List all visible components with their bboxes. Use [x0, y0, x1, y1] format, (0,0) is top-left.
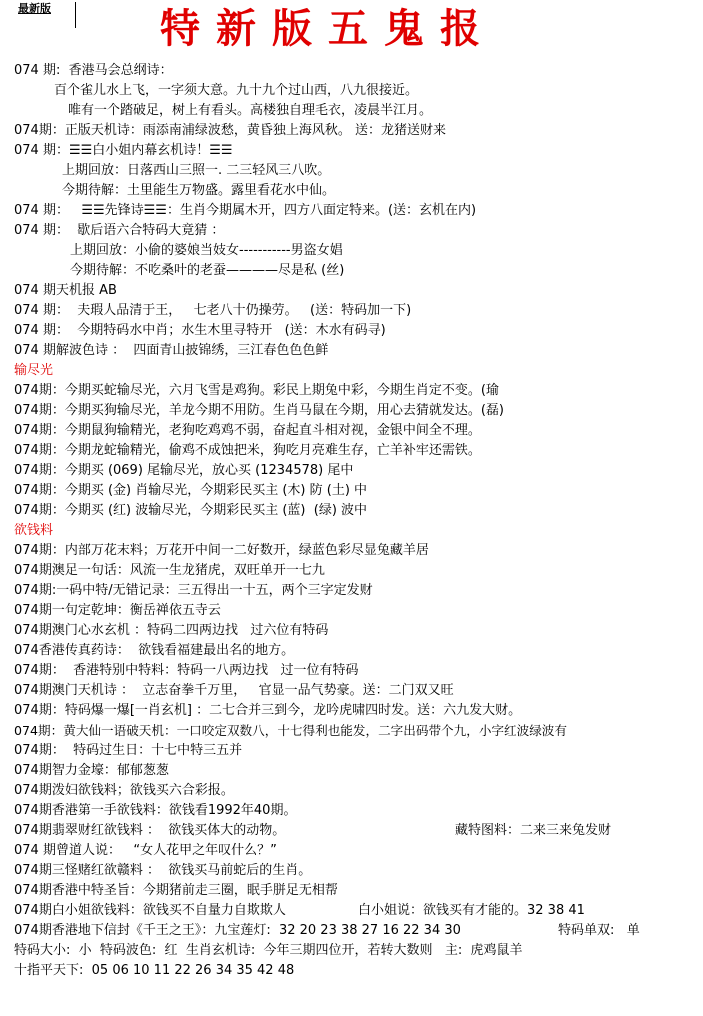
text-line: 上期回放：小偷的婆娘当妓女-----------男盗女娼: [70, 243, 343, 258]
text-line: 074 期： 今期特码水中肖；水生木里寻特开 (送：木水有码寻): [14, 323, 386, 338]
text-line: 074期：正版天机诗：雨添南浦绿波愁，黄昏独上海风秋。 送：龙猪送财来: [14, 123, 446, 138]
danshuang-text: 特码单双: 单: [558, 923, 640, 938]
text-line: 074期香港地下信封《千王之王》：九宝莲灯: 32 20 23 38 27 16 22 34 30: [14, 923, 461, 938]
text-line: 百个雀儿水上飞，一字须大意。九十九个过山西，八九很接近。: [54, 83, 419, 98]
text-line: 074期一句定乾坤：衡岳禅依五寺云: [14, 603, 221, 618]
section-heading: 欲钱料: [14, 523, 54, 538]
text-line: 074期：今期鼠狗输精光，老狗吃鸡鸡不弱，奋起直斗相对视，金银中间全不理。: [14, 423, 481, 438]
text-line: 今期待解：不吃桑叶的老蚕————尽是私 (丝): [70, 263, 345, 278]
text-line: 074期澳门心水玄机 ：特码二四两边找 过六位有特码: [14, 623, 329, 638]
text-line: 074 期曾道人说： “女人花甲之年叹什么？”: [14, 843, 277, 858]
baixiaojie-text: 白小姐说：欲钱买有才能的。32 38 41: [358, 903, 585, 918]
text-line: 074期：特码爆一爆[一肖玄机] ：二七合并三到今，龙吟虎啸四时发。送：六九发大财。: [14, 703, 522, 718]
text-line: 074期：内部万花末料；万花开中间一二好数开，绿蓝色彩尽显兔藏羊居: [14, 543, 429, 558]
text-line: 074香港传真药诗： 欲钱看福建最出名的地方。: [14, 643, 295, 658]
text-line: 074 期：☰☰白小姐内幕玄机诗！☰☰: [14, 143, 233, 158]
text-line: 上期回放：日落西山三照一. 二三轻风三八吹。: [62, 163, 331, 178]
text-line: 十指平天下: 05 06 10 11 22 26 34 35 42 48: [14, 963, 295, 978]
edition-badge: 最新版: [4, 2, 76, 28]
text-line: 074 期天机报 AB: [14, 283, 117, 298]
text-line: 074期：今期买 (红) 波输尽光，今期彩民买主 (蓝) (绿) 波中: [14, 503, 368, 518]
section-heading: 输尽光: [14, 363, 54, 378]
text-line: 074期： 特码过生日：十七中特三五并: [14, 743, 243, 758]
text-line: 074期三怪赌红欲赣料 ： 欲钱买马前蛇后的生肖。: [14, 863, 312, 878]
text-line: 074 期： 歇后语六合特码大竟猜 ：: [14, 223, 225, 238]
text-line: 074 期： 夫瑕人品清于王， 七老八十仍操劳。 (送：特码加一下): [14, 303, 412, 318]
text-line: 074期白小姐欲钱料：欲钱买不自量力自欺欺人: [14, 903, 286, 918]
text-line: 特码大小: 小 特码波色: 红 生肖玄机诗: 今年三期四位开，若转大数则 主: 虎鸡鼠羊: [14, 943, 523, 958]
text-line: 074期澳足一句话：风流一生龙猪虎，双旺单开一七九: [14, 563, 325, 578]
text-line: 074期：今期买 (069) 尾输尽光，放心买 (1234578) 尾中: [14, 463, 354, 478]
text-line: 074 期: 香港马会总纲诗：: [14, 63, 173, 78]
page-title: 特新版五鬼报: [160, 5, 496, 52]
text-line: 074期：今期龙蛇输精光，偷鸡不成蚀把米，狗吃月亮难生存，亡羊补牢还需铁。: [14, 443, 481, 458]
text-line: 074期智力金壕：郁郁葱葱: [14, 763, 169, 778]
text-line: 074期：黄大仙一语破天机：一口咬定双数八，十七得利也能发，二字出码带个九，小字红波绿波有: [14, 723, 567, 738]
text-line: 074期：今期买狗输尽光，羊龙今期不用防。生肖马鼠在今期，用心去猜就发达。(磊): [14, 403, 504, 418]
text-line: 074期:一码中特/无错记录：三五得出一十五，两个三字定发财: [14, 583, 373, 598]
text-line: 074期：今期买 (金) 肖输尽光，今期彩民买主 (木) 防 (土) 中: [14, 483, 368, 498]
text-line: 074期泼妇欲钱料；欲钱买六合彩报。: [14, 783, 234, 798]
text-line: 074期澳门天机诗 ： 立志奋拳千万里， 官显一品气势豪。送：二门双又旺: [14, 683, 454, 698]
text-line: 074期香港中特圣旨：今期猪前走三圈，眠手胼足无相帮: [14, 883, 338, 898]
text-line: 074 期： ☰☰先锋诗☰☰：生肖今期属木开，四方八面定特来。(送：玄机在内): [14, 203, 477, 218]
text-line: 今期待解：土里能生万物盛。露里看花水中仙。: [62, 183, 336, 198]
text-line: 074期： 香港特别中特料：特码一八两边找 过一位有特码: [14, 663, 359, 678]
text-line: 074 期解波色诗 ： 四面青山披锦绣，三江春色色色鲜: [14, 343, 329, 358]
text-line: 唯有一个踏破足，树上有看头。高楼独自理毛衣，凌晨半江月。: [68, 103, 433, 118]
text-line: 074期香港第一手欲钱料：欲钱看1992年40期。: [14, 803, 297, 818]
text-line: 074期：今期买蛇输尽光，六月飞雪是鸡狗。彩民上期兔中彩，今期生肖定不变。(瑜: [14, 383, 499, 398]
tecang-text: 藏特图料：二来三来兔发财: [455, 823, 612, 838]
text-line: 074期翡翠财红欲钱料 ： 欲钱买体大的动物。: [14, 823, 286, 838]
